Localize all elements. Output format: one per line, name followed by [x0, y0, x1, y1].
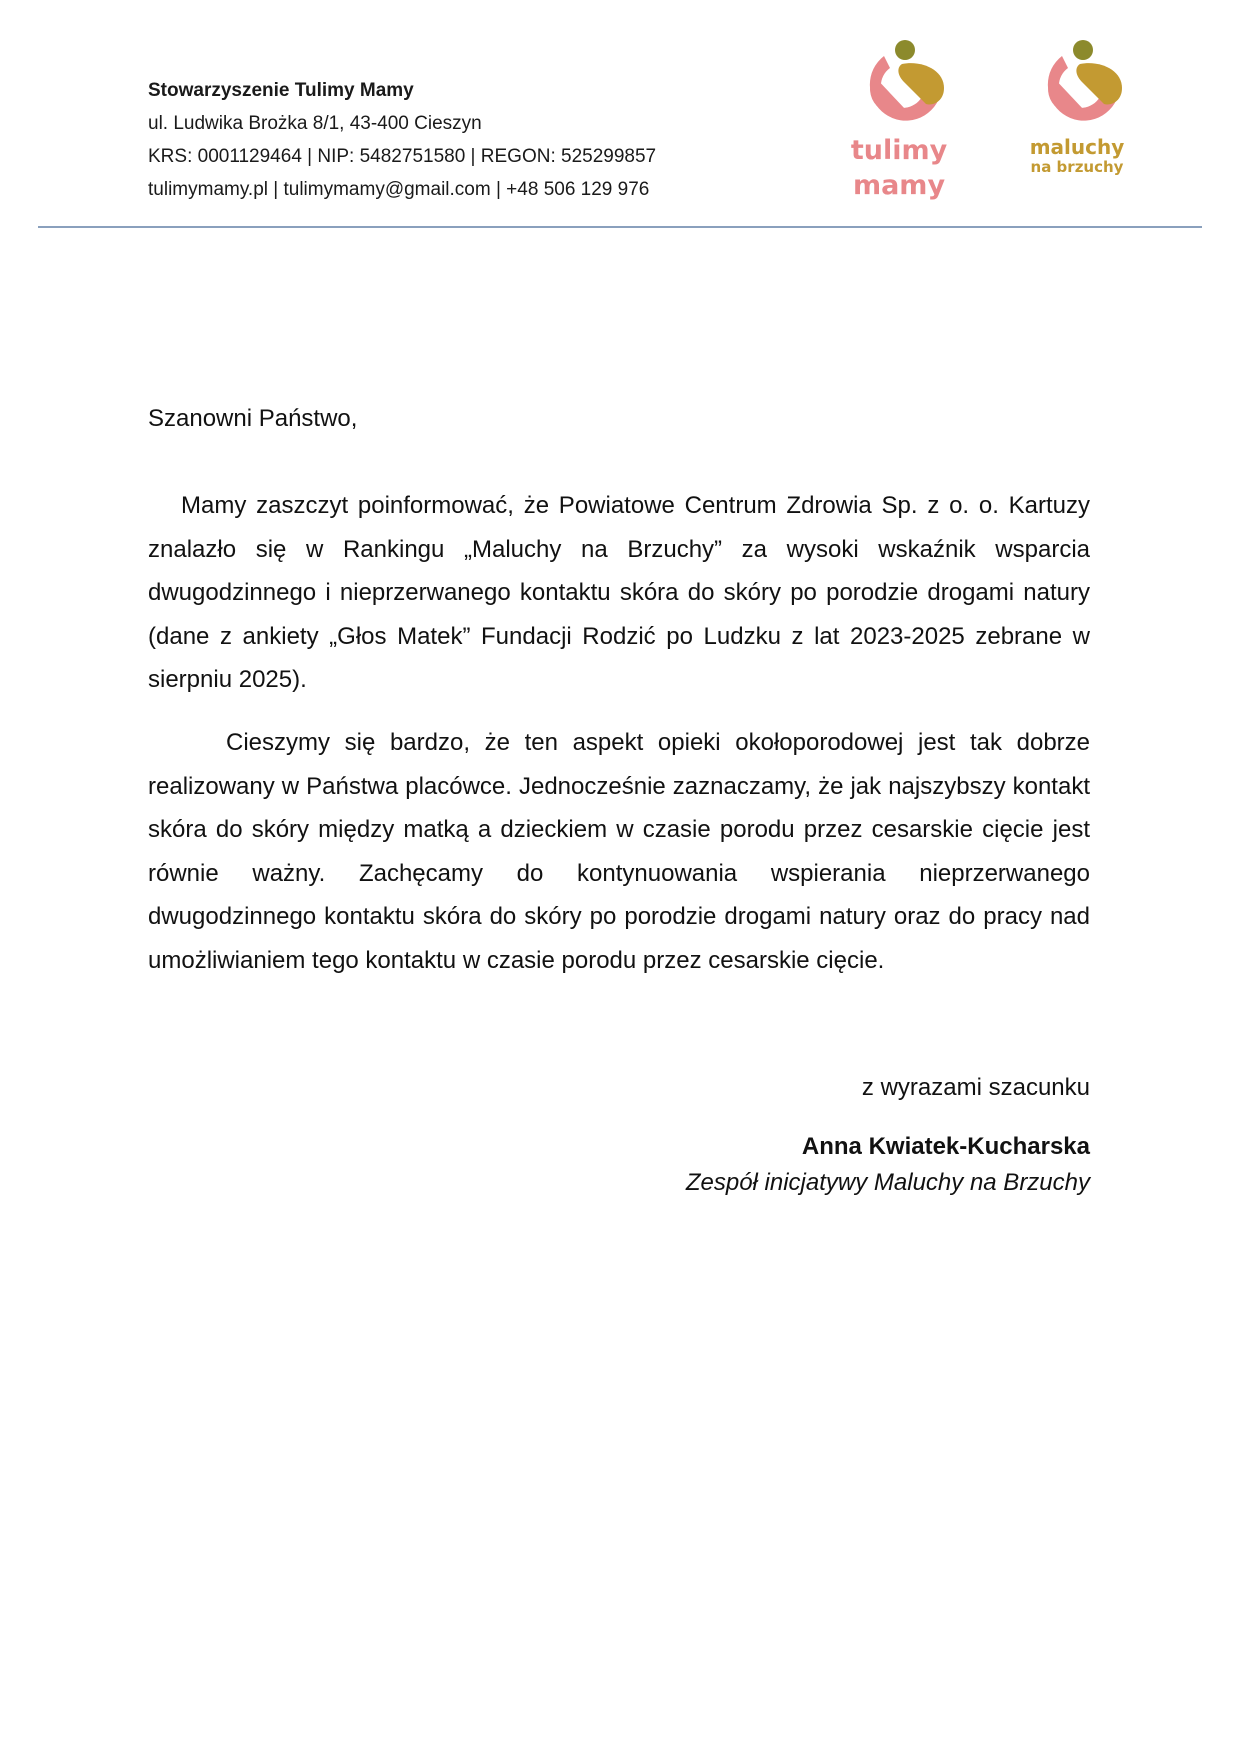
header-divider	[38, 226, 1202, 228]
tulimy-logo-text-2: mamy	[852, 170, 946, 201]
letterhead-info	[148, 74, 656, 206]
organization-name: Stowarzyszenie Tulimy Mamy	[148, 80, 414, 101]
organization-address: ul. Ludwika Brożka 8/1, 43-400 Cieszyn	[148, 113, 482, 134]
maluchy-logo-text-2: na brzuchy	[1030, 158, 1124, 176]
letter-paragraph-2: Cieszymy się bardzo, że ten aspekt opieki okołoporodowej jest tak dobrze realizowany w Państwa placówce. Jednocześnie zaznaczamy, że jak najszybszy kontakt skóra do skóry między matką a dzieckiem w czasie porodu przez cesarskie cięcie jest równie ważny. Zachęcamy do kontynuowania wspierania nieprzerwanego dwugodzinnego kontaktu skóra do skóry po porodzie drogami natury oraz do pracy nad umożliwianiem tego kontaktu w czasie porodu przez cesarskie cięcie.	[148, 729, 1090, 974]
letter-greeting: Szanowni Państwo,	[148, 405, 358, 432]
organization-registry: KRS: 0001129464 | NIP: 5482751580 | REGON: 525299857	[148, 146, 657, 167]
maluchy-na-brzuchy-logo	[1022, 38, 1132, 176]
maluchy-na-brzuchy-logo-icon	[1022, 38, 1132, 130]
signature-name: Anna Kwiatek-Kucharska	[801, 1133, 1090, 1160]
letter-closing: z wyrazami szacunku	[861, 1074, 1090, 1101]
tulimy-mamy-logo-icon	[844, 38, 954, 130]
maluchy-logo-text-1: maluchy	[1029, 135, 1125, 159]
organization-contact: tulimymamy.pl | tulimymamy@gmail.com | +48 506 129 976	[148, 179, 650, 200]
signature-team: Zespół inicjatywy Maluchy na Brzuchy	[685, 1169, 1090, 1196]
letter-paragraph-1: Mamy zaszczyt poinformować, że Powiatowe Centrum Zdrowia Sp. z o. o. Kartuzy znalazło się w Rankingu „Maluchy na Brzuchy” za wysoki wskaźnik wsparcia dwugodzinnego i nieprzerwanego kontaktu skóra do skóry po porodzie drogami natury (dane z ankiety „Głos Matek” Fundacji Rodzić po Ludzku z lat 2023-2025 zebrane w sierpniu 2025).	[148, 492, 1090, 693]
tulimy-logo-text-1: tulimy	[850, 135, 948, 166]
tulimy-mamy-logo	[844, 38, 954, 200]
letter-signature	[148, 1129, 1090, 1201]
